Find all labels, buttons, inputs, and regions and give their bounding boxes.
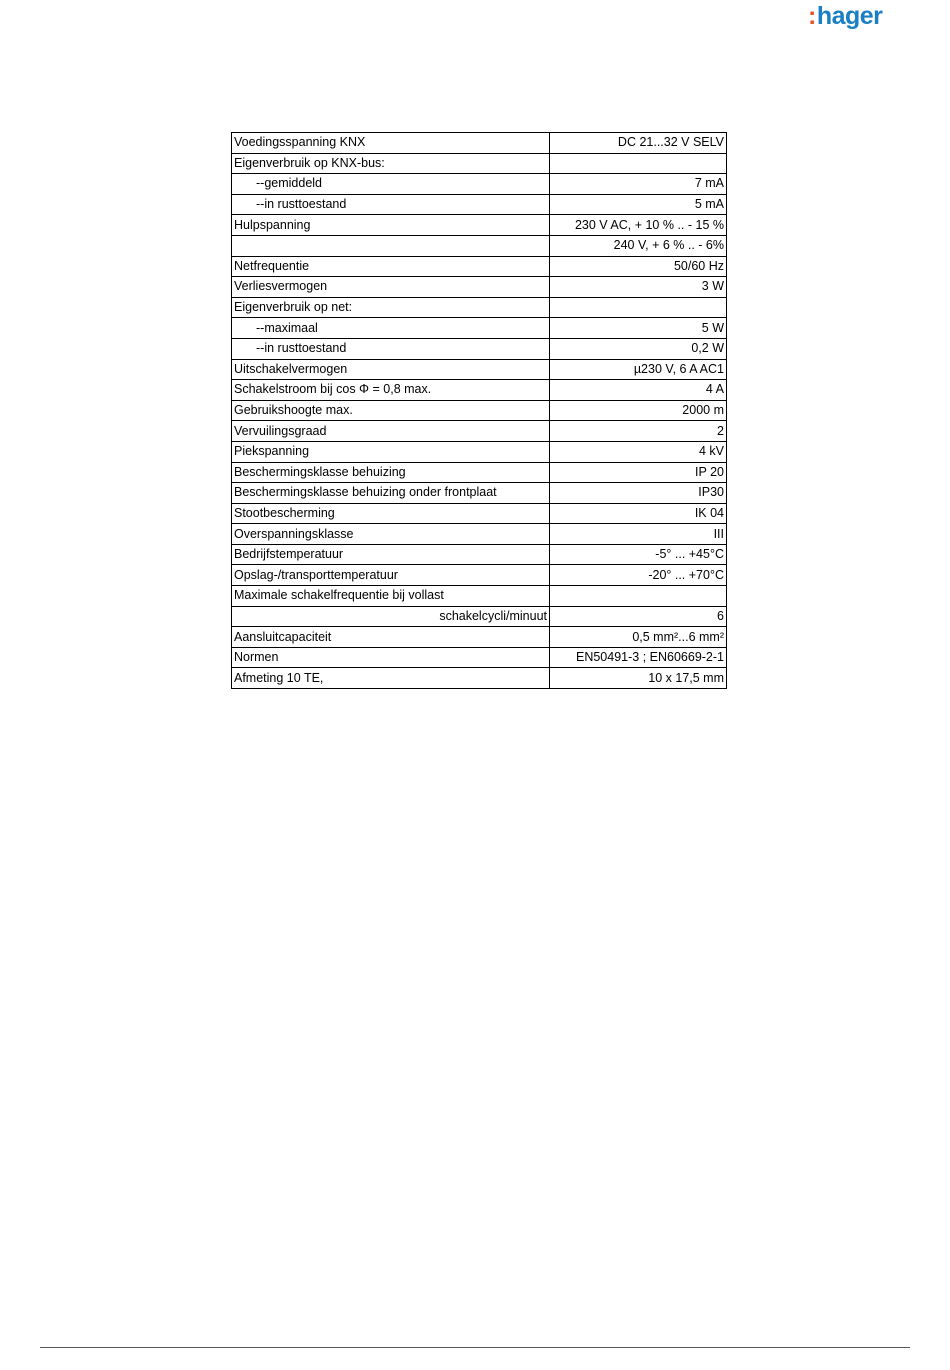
spec-row: [232, 565, 727, 586]
spec-value: 4 A: [550, 380, 727, 401]
spec-row: [232, 586, 727, 607]
spec-row: [232, 400, 727, 421]
spec-value: 0,5 mm²...6 mm²: [550, 627, 727, 648]
spec-label: Normen: [232, 647, 550, 668]
spec-row: [232, 606, 727, 627]
spec-row: [232, 133, 727, 154]
spec-row: [232, 647, 727, 668]
spec-label: --in rusttoestand: [232, 338, 550, 359]
spec-value: 7 mA: [550, 174, 727, 195]
spec-label: Aansluitcapaciteit: [232, 627, 550, 648]
spec-label: Maximale schakelfrequentie bij vollast: [232, 586, 550, 607]
hager-logo: [808, 0, 882, 32]
spec-row: [232, 194, 727, 215]
logo-wordmark: hager: [816, 1, 883, 30]
footer-divider: [40, 1347, 910, 1348]
spec-label: Netfrequentie: [232, 256, 550, 277]
spec-label: --maximaal: [232, 318, 550, 339]
spec-label: Eigenverbruik op net:: [232, 297, 550, 318]
spec-value: DC 21...32 V SELV: [550, 133, 727, 154]
spec-value: 2000 m: [550, 400, 727, 421]
spec-row: [232, 277, 727, 298]
spec-value: [550, 297, 727, 318]
spec-row: [232, 380, 727, 401]
spec-row: [232, 318, 727, 339]
spec-row: [232, 235, 727, 256]
spec-value: 230 V AC, + 10 % .. - 15 %: [550, 215, 727, 236]
spec-value: IP 20: [550, 462, 727, 483]
spec-row: [232, 544, 727, 565]
spec-label: Vervuilingsgraad: [232, 421, 550, 442]
spec-row: [232, 627, 727, 648]
spec-value: -20° ... +70°C: [550, 565, 727, 586]
spec-label: Piekspanning: [232, 441, 550, 462]
spec-label: --gemiddeld: [232, 174, 550, 195]
spec-label: --in rusttoestand: [232, 194, 550, 215]
spec-value: IP30: [550, 483, 727, 504]
spec-value: IK 04: [550, 503, 727, 524]
spec-row: [232, 524, 727, 545]
spec-row: [232, 215, 727, 236]
spec-label: Uitschakelvermogen: [232, 359, 550, 380]
spec-value: 6: [550, 606, 727, 627]
spec-value: 5 mA: [550, 194, 727, 215]
spec-value: [550, 153, 727, 174]
spec-row: [232, 338, 727, 359]
technical-specifications-table: [231, 132, 727, 689]
spec-label: Stootbescherming: [232, 503, 550, 524]
spec-label: Beschermingsklasse behuizing onder frontplaat: [232, 483, 550, 504]
spec-row: [232, 256, 727, 277]
spec-label: Schakelstroom bij cos Φ = 0,8 max.: [232, 380, 550, 401]
spec-value: 5 W: [550, 318, 727, 339]
spec-value: 240 V, + 6 % .. - 6%: [550, 235, 727, 256]
spec-label: Bedrijfstemperatuur: [232, 544, 550, 565]
spec-value: 4 kV: [550, 441, 727, 462]
spec-label: Overspanningsklasse: [232, 524, 550, 545]
spec-label: [232, 235, 550, 256]
spec-value: 10 x 17,5 mm: [550, 668, 727, 689]
spec-row: [232, 462, 727, 483]
spec-value: 0,2 W: [550, 338, 727, 359]
spec-value: 50/60 Hz: [550, 256, 727, 277]
spec-value: -5° ... +45°C: [550, 544, 727, 565]
spec-label: Afmeting 10 TE,: [232, 668, 550, 689]
spec-label: Gebruikshoogte max.: [232, 400, 550, 421]
spec-value: III: [550, 524, 727, 545]
spec-row: [232, 174, 727, 195]
logo-colon: :: [808, 1, 816, 30]
spec-row: [232, 668, 727, 689]
spec-label: Verliesvermogen: [232, 277, 550, 298]
spec-value: 3 W: [550, 277, 727, 298]
spec-row: [232, 503, 727, 524]
spec-value: EN50491-3 ; EN60669-2-1: [550, 647, 727, 668]
spec-label: Hulpspanning: [232, 215, 550, 236]
spec-row: [232, 359, 727, 380]
spec-value: µ230 V, 6 A AC1: [550, 359, 727, 380]
spec-row: [232, 153, 727, 174]
spec-value: [550, 586, 727, 607]
spec-value: 2: [550, 421, 727, 442]
spec-row: [232, 483, 727, 504]
spec-table-body: [232, 133, 727, 689]
spec-row: [232, 441, 727, 462]
spec-label: Voedingsspanning KNX: [232, 133, 550, 154]
spec-label: schakelcycli/minuut: [232, 606, 550, 627]
spec-label: Opslag-/transporttemperatuur: [232, 565, 550, 586]
spec-row: [232, 297, 727, 318]
spec-row: [232, 421, 727, 442]
spec-label: Beschermingsklasse behuizing: [232, 462, 550, 483]
spec-label: Eigenverbruik op KNX-bus:: [232, 153, 550, 174]
